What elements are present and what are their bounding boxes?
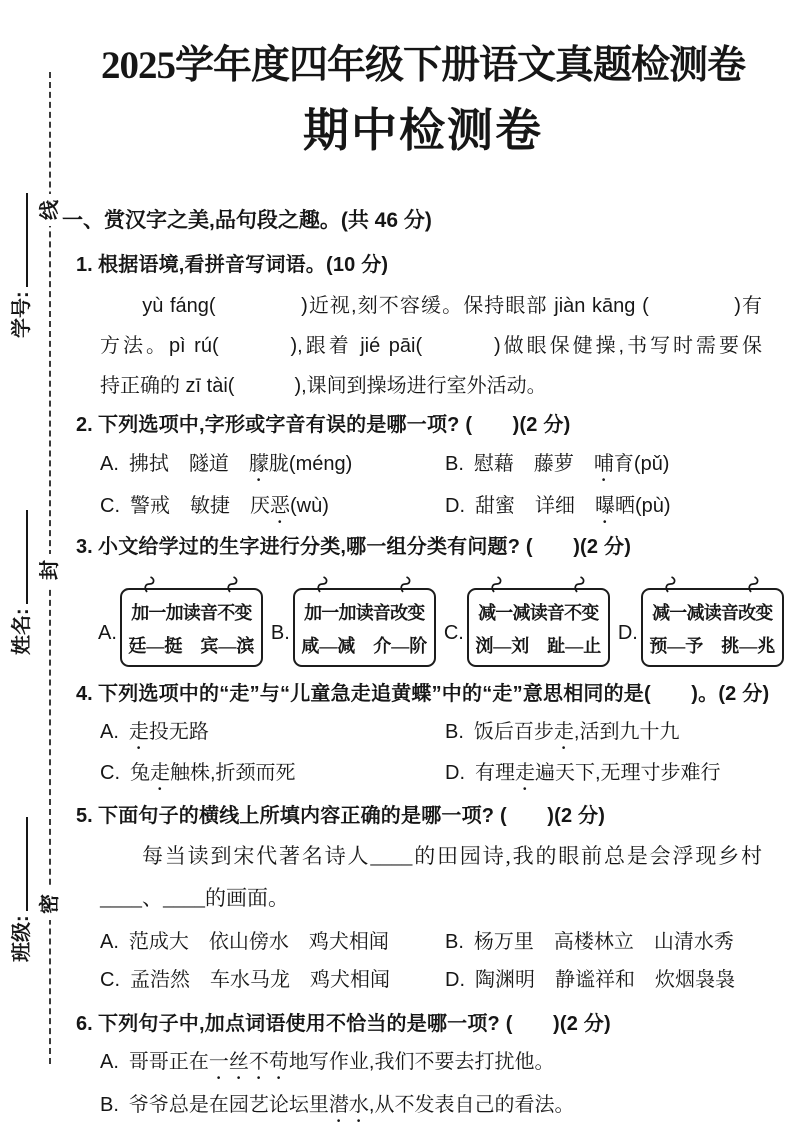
question-5-body	[100, 835, 762, 919]
student-id-label-text: 学号:	[11, 291, 33, 338]
text-segment: 爷爷总是在园艺论坛里	[128, 1094, 329, 1116]
text-segment: 投无路	[148, 721, 209, 743]
question-number: 5.	[76, 805, 93, 827]
option-text: 陶渊明 静谧祥和 炊烟袅袅	[475, 969, 735, 991]
q5-options-row-2	[100, 961, 784, 999]
question-4-head	[62, 679, 784, 709]
sign-head: 加一加读音不变	[131, 603, 252, 623]
option-label: C.	[100, 495, 120, 517]
text-segment: 兔	[130, 762, 150, 784]
option-A	[100, 713, 445, 754]
text-segment: 警戒 敏捷 厌	[130, 495, 270, 517]
q2-options-row-2	[100, 486, 784, 528]
text-segment: 恶	[270, 495, 290, 517]
text-segment: 曝	[595, 495, 615, 517]
option-text	[129, 1051, 555, 1073]
text-segment: 饭后百步	[473, 721, 554, 743]
q3-sign-boxes	[98, 574, 784, 667]
option-A	[100, 444, 445, 486]
question-1-head	[62, 250, 784, 280]
question-number: 3.	[76, 536, 93, 558]
hanging-sign	[641, 588, 784, 667]
option-text	[130, 762, 296, 784]
question-1-body	[100, 286, 762, 406]
sign-cell-D	[618, 574, 784, 667]
option-label: B.	[445, 721, 464, 743]
question-3	[62, 532, 784, 667]
option-label: A.	[100, 453, 119, 475]
question-4	[62, 679, 784, 795]
q5-options-row-1	[100, 923, 784, 961]
sign-pairs: 浏—刘 趾—止	[475, 636, 602, 656]
hook-icon	[144, 575, 156, 598]
text-segment: 走	[553, 721, 574, 743]
option-text	[474, 453, 670, 475]
text-segment: 甜蜜 详细	[475, 495, 595, 517]
seal-char-line: 线	[38, 194, 62, 226]
text-segment: 走	[128, 721, 149, 743]
text-segment: 哺	[593, 453, 614, 475]
option-text	[129, 721, 209, 743]
option-B	[100, 1084, 784, 1122]
hook-icon	[665, 575, 677, 598]
name-label-text: 姓名:	[11, 608, 33, 655]
option-text	[129, 1094, 575, 1116]
option-label: B.	[100, 1094, 119, 1116]
sign-head: 加一加读音改变	[304, 603, 425, 623]
question-5	[62, 801, 784, 999]
question-number: 6.	[76, 1013, 93, 1035]
question-number: 1.	[76, 254, 93, 276]
option-label: A.	[100, 1051, 119, 1073]
text-segment: 有理	[475, 762, 515, 784]
question-stem: 下列选项中,字形或字音有误的是哪一项? ( )(2 分)	[98, 414, 571, 436]
option-D	[445, 486, 784, 528]
text-segment: 遍天下,无理寸步难行	[535, 762, 721, 784]
question-stem: 下面句子的横线上所填内容正确的是哪一项? ( )(2 分)	[98, 805, 606, 827]
hook-icon	[227, 575, 239, 598]
class-label-text: 班级:	[11, 915, 33, 962]
option-text	[475, 762, 721, 784]
text-segment: 走	[150, 762, 170, 784]
student-id-label	[8, 193, 35, 338]
class-label	[8, 817, 35, 962]
option-label: B.	[445, 931, 464, 953]
option-text	[475, 495, 671, 517]
option-C	[100, 486, 445, 528]
option-text	[129, 453, 352, 475]
option-label: D.	[617, 622, 638, 644]
option-D	[445, 961, 784, 999]
page-subtitle: 期中检测卷	[303, 105, 543, 156]
seal-char-mi: 密	[38, 888, 62, 920]
name-blank	[8, 510, 28, 604]
option-label: B.	[270, 622, 290, 644]
text-segment: 晒(pù)	[615, 495, 671, 517]
body-line: 方法。pì rú( ),跟着 jié pāi( )做眼保健操,书写时需要保	[100, 335, 762, 357]
question-6	[62, 1009, 784, 1122]
question-2-head	[62, 410, 784, 440]
seal-char-feng: 封	[38, 554, 62, 586]
hanging-sign	[120, 588, 263, 667]
body-line: 持正确的 zī tài( ),课间到操场进行室外活动。	[100, 375, 547, 397]
text-segment: 走	[515, 762, 535, 784]
question-1	[62, 250, 784, 406]
option-text: 范成大 依山傍水 鸡犬相闻	[128, 931, 389, 953]
option-label: C.	[100, 762, 120, 784]
question-number: 2.	[76, 414, 93, 436]
option-B	[445, 713, 784, 754]
hanging-sign	[467, 588, 610, 667]
hook-icon	[748, 575, 760, 598]
body-line: yù fáng( )近视,刻不容缓。保持眼部 jiàn kāng ( )有	[100, 295, 762, 317]
option-text	[474, 721, 680, 743]
option-text	[130, 495, 329, 517]
hook-icon	[491, 575, 503, 598]
class-blank	[8, 817, 28, 911]
sign-pairs: 咸—减 介—阶	[301, 636, 428, 656]
text-segment: 拂拭 隧道	[128, 453, 249, 475]
page-title: 2025学年度四年级下册语文真题检测卷	[100, 44, 745, 87]
section-heading: 一、赏汉字之美,品句段之趣。(共 46 分)	[62, 209, 432, 232]
hook-icon	[400, 575, 412, 598]
option-text: 孟浩然 车水马龙 鸡犬相闻	[130, 969, 390, 991]
paper-content	[62, 42, 784, 1122]
hook-icon	[317, 575, 329, 598]
text-segment: 哥哥正在	[128, 1051, 209, 1073]
question-stem: 小文给学过的生字进行分类,哪一组分类有问题? ( )(2 分)	[98, 536, 632, 558]
hanging-sign	[293, 588, 436, 667]
student-id-blank	[8, 193, 28, 287]
text-segment: 慰藉 藤萝	[473, 453, 594, 475]
text-segment: 触株,折颈而死	[170, 762, 296, 784]
question-stem: 根据语境,看拼音写词语。(10 分)	[98, 254, 389, 276]
sign-head: 减一减读音改变	[652, 603, 773, 623]
option-text: 杨万里 高楼林立 山清水秀	[473, 931, 734, 953]
q2-options-row-1	[100, 444, 784, 486]
option-A	[100, 923, 445, 961]
q6-option-row-B	[100, 1084, 784, 1122]
option-label: D.	[445, 495, 465, 517]
body-line: 每当读到宋代著名诗人____的田园诗,我的眼前总是会浮现乡村	[142, 844, 762, 868]
question-2	[62, 410, 784, 528]
text-segment: 胧(méng)	[268, 453, 353, 475]
question-number: 4.	[76, 683, 93, 705]
question-5-head	[62, 801, 784, 831]
sign-cell-B	[271, 574, 444, 667]
option-B	[445, 444, 784, 486]
q4-options-row-1	[100, 713, 784, 754]
text-segment: ,从不发表自己的看法。	[368, 1094, 575, 1116]
hook-icon	[574, 575, 586, 598]
option-label: A.	[100, 931, 119, 953]
text-segment: ,活到九十九	[573, 721, 680, 743]
sign-cell-A	[98, 574, 271, 667]
text-segment: 潜水	[328, 1094, 369, 1116]
option-C	[100, 961, 445, 999]
q4-options-row-2	[100, 754, 784, 795]
question-3-head	[62, 532, 784, 562]
name-label	[8, 510, 35, 655]
option-D	[445, 754, 784, 795]
question-6-head	[62, 1009, 784, 1039]
option-A	[100, 1041, 784, 1084]
option-label: D.	[445, 969, 465, 991]
sign-pairs: 廷—挺 宾—滨	[128, 636, 255, 656]
option-label: A.	[98, 622, 117, 644]
text-segment: 一丝不苟	[208, 1051, 289, 1073]
text-segment: (wù)	[290, 495, 329, 517]
question-stem: 下列句子中,加点词语使用不恰当的是哪一项? ( )(2 分)	[98, 1013, 611, 1035]
option-label: D.	[445, 762, 465, 784]
sign-cell-C	[444, 574, 618, 667]
text-segment: 朦	[248, 453, 269, 475]
option-label: B.	[445, 453, 464, 475]
text-segment: 地写作业,我们不要去打扰他。	[288, 1051, 555, 1073]
q6-option-row-A	[100, 1041, 784, 1084]
option-B	[445, 923, 784, 961]
sign-pairs: 预—予 挑—兆	[649, 636, 776, 656]
option-label: C.	[100, 969, 120, 991]
text-segment: 育(pǔ)	[613, 453, 670, 475]
option-label: C.	[443, 622, 464, 644]
body-line: ____、____的画面。	[100, 886, 289, 910]
question-stem: 下列选项中的“走”与“儿童急走追黄蝶”中的“走”意思相同的是( )。(2 分)	[98, 683, 770, 705]
option-C	[100, 754, 445, 795]
sign-head: 减一减读音不变	[478, 603, 599, 623]
option-label: A.	[100, 721, 119, 743]
